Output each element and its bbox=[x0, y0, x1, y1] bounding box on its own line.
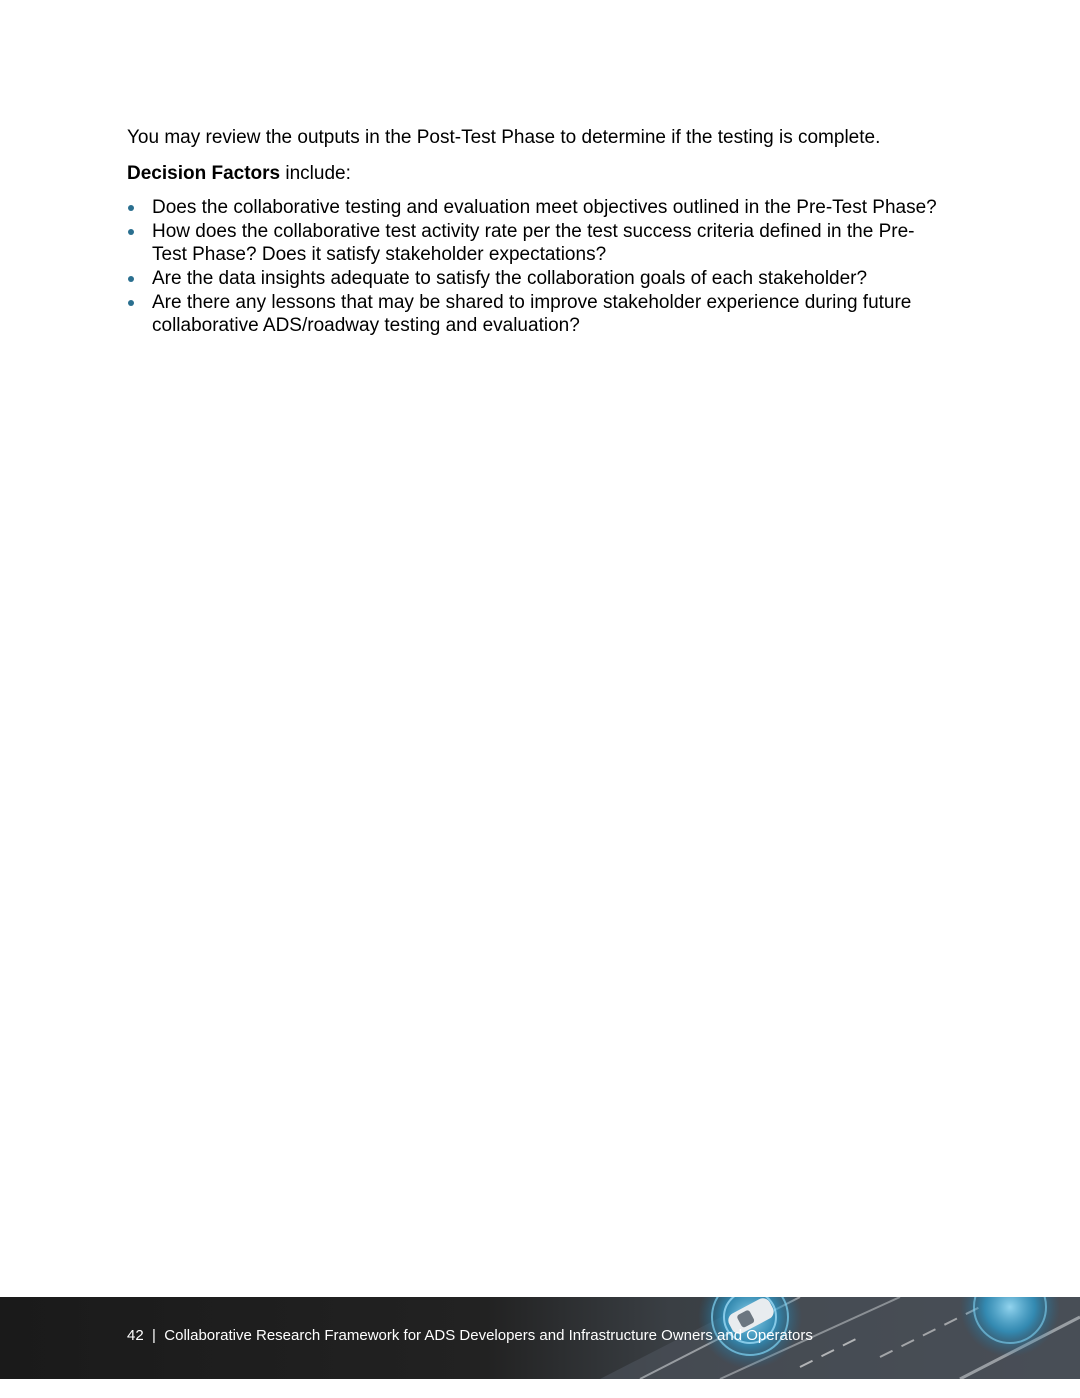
page-footer bbox=[0, 1297, 1080, 1379]
list-item bbox=[127, 291, 942, 337]
intro-paragraph: You may review the outputs in the Post-Test Phase to determine if the testing is complete. bbox=[127, 127, 881, 148]
document-title: Collaborative Research Framework for ADS Developers and Infrastructure Owners and Operators bbox=[164, 1327, 813, 1344]
footer-caption bbox=[127, 1327, 813, 1344]
page-content bbox=[127, 126, 942, 338]
list-item bbox=[127, 220, 942, 266]
decision-factors-list bbox=[127, 196, 942, 337]
list-item bbox=[127, 267, 942, 290]
decision-factors-label: Decision Factors bbox=[127, 163, 281, 184]
decision-factors-suffix: include: bbox=[280, 163, 351, 184]
bullet-icon bbox=[128, 276, 134, 282]
decision-factors-heading bbox=[127, 162, 942, 186]
page-number: 42 bbox=[127, 1327, 144, 1344]
footer-separator: | bbox=[152, 1327, 156, 1344]
list-item-text: How does the collaborative test activity rate per the test success criteria defined in the Pre-Test Phase? Does it satisfy stakeholder expectations? bbox=[152, 221, 915, 265]
bullet-icon bbox=[128, 229, 134, 235]
bullet-icon bbox=[128, 300, 134, 306]
bullet-icon bbox=[128, 205, 134, 211]
list-item-text: Are the data insights adequate to satisfy the collaboration goals of each stakeholder? bbox=[152, 268, 868, 289]
list-item-text: Does the collaborative testing and evaluation meet objectives outlined in the Pre-Test Phase? bbox=[152, 197, 937, 218]
list-item bbox=[127, 196, 942, 219]
list-item-text: Are there any lessons that may be shared to improve stakeholder experience during future collaborative ADS/roadway testing and evaluation? bbox=[152, 292, 912, 336]
